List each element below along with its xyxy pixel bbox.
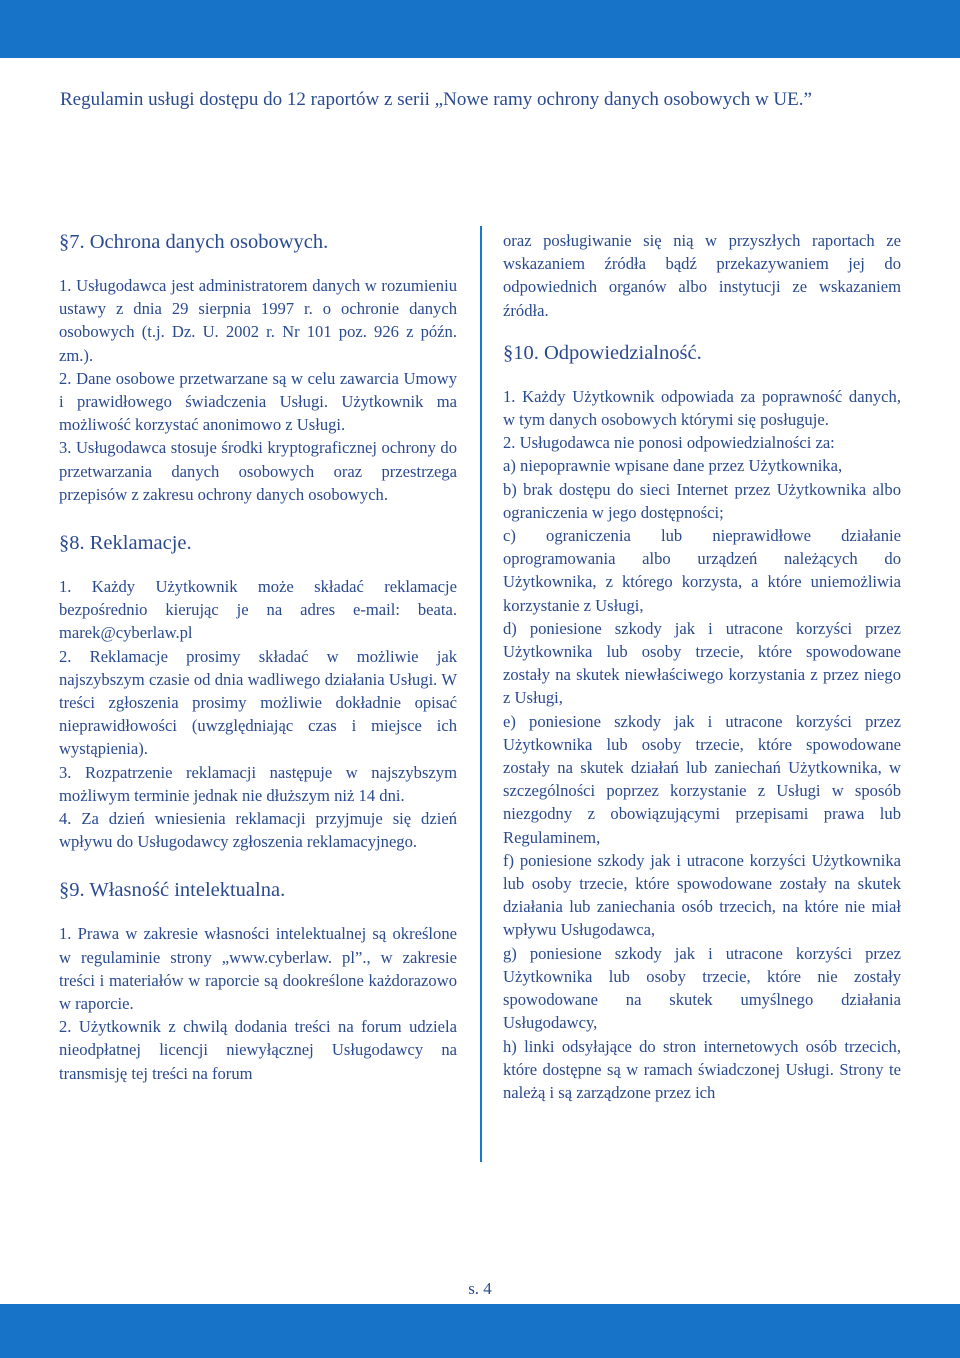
continuation-paragraph: oraz posługiwanie się nią w przyszłych raportach ze wskazaniem źródła bądź przekazywaniem jej do odpowiednich organów albo instytucji ze wskazaniem źródła. [503,231,901,320]
section-9-paragraph-1: 1. Prawa w zakresie własności intelektualnej są określone w regulaminie strony „www.cyberlaw. pl”., w zakresie treści i materiałów w raporcie są dookreślone każdorazowo w raporcie. [59,924,457,1014]
section-7-heading: §7. Ochrona danych osobowych. [59,231,329,253]
section-10-heading: §10. Odpowiedzialność. [503,341,702,364]
section-10-item-d: d) poniesione szkody jak i utracone korzyści przez Użytkownika lub osoby trzecie, które spowodowane zostały na skutek niewłaściwego korzystania z przez niego z Usługi, [503,618,901,708]
section-8-paragraph-3: 3. Rozpatrzenie reklamacji następuje w najszybszym możliwym terminie jednak nie dłuższym niż 14 dni. [59,762,457,805]
section-8-heading: §8. Reklamacje. [59,532,192,555]
section-10-item-a: a) niepoprawnie wpisane dane przez Użytkownika, [503,456,843,476]
section-10-item-f: f) poniesione szkody jak i utracone korzyści Użytkownika lub osoby trzecie, które spowodowane zostały na skutek działania lub zaniechania osób trzecich, na które nie miał wpływu Usługodawca, [503,850,901,940]
section-9-paragraph-2: 2. Użytkownik z chwilą dodania treści na forum udziela nieodpłatnej licencji niewyłącznej Usługodawcy na transmisję tej treści na forum [59,1017,457,1083]
section-10-item-h: h) linki odsyłające do stron internetowych osób trzecich, które dostępne są w ramach świadczonej Usługi. Strony te należą i są zarządzone przez ich [503,1036,901,1102]
section-10-paragraph-2: 2. Usługodawca nie ponosi odpowiedzialności za: [503,433,835,453]
section-10-item-g: g) poniesione szkody jak i utracone korzyści przez Użytkownika lub osoby trzecie, które nie zostały spowodowane na skutek umyślnego działania Usługodawcy, [503,943,901,1033]
section-10-item-b: b) brak dostępu do sieci Internet przez Użytkownika albo ograniczenia w jego dostępności; [503,479,901,522]
section-8-paragraph-1: 1. Każdy Użytkownik może składać reklamacje bezpośrednio kierując je na adres e-mail: beata. marek@cyberlaw.pl [59,577,457,643]
right-column [503,229,901,1104]
section-10-item-e: e) poniesione szkody jak i utracone korzyści przez Użytkownika lub osoby trzecie, które spowodowane zostały na skutek działań lub zaniechań Użytkownika, w szczególności poprzez korzystanie z Usługi w sposób niezgodny z obowiązującymi przepisami prawa lub Regulaminem, [503,711,901,847]
bottom-banner [0,1304,960,1358]
section-7-paragraph-2: 2. Dane osobowe przetwarzane są w celu zawarcia Umowy i prawidłowego świadczenia Usługi. Użytkownik ma możliwość korzystać anonimowo z Usługi. [59,368,457,435]
page-number: s. 4 [468,1279,492,1298]
section-8-paragraph-2: 2. Reklamacje prosimy składać w możliwie jak najszybszym czasie od dnia wadliwego działania Usługi. W treści zgłoszenia prosimy możliwie dokładnie opisać nieprawidłowości (uwzględniając czas i miejsce ich wystąpienia). [59,646,457,759]
section-10-paragraph-1: 1. Każdy Użytkownik odpowiada za poprawność danych, w tym danych osobowych którymi się posługuje. [503,386,901,430]
left-column [59,229,457,1085]
section-9-heading: §9. Własność intelektualna. [59,879,286,902]
section-7-paragraph-3: 3. Usługodawca stosuje środki kryptograficznej ochrony do przetwarzania danych osobowych oraz przestrzega przepisów z zakresu ochrony danych osobowych. [59,438,457,504]
document-header: Regulamin usługi dostępu do 12 raportów z serii „Nowe ramy ochrony danych osobowych w UE.” [60,89,812,110]
section-7-paragraph-1: 1. Usługodawca jest administratorem danych w rozumieniu ustawy z dnia 29 sierpnia 1997 r. o ochronie danych osobowych (t.j. Dz. U. 2002 r. Nr 101 poz. 926 z późn. zm.). [59,276,457,365]
top-banner [0,0,960,58]
column-divider [480,226,482,1162]
section-10-item-c: c) ograniczenia lub nieprawidłowe działanie oprogramowania albo urządzeń należących do Użytkownika, z którego korzysta, a które uniemożliwia korzystanie z Usługi, [503,526,901,615]
section-8-paragraph-4: 4. Za dzień wniesienia reklamacji przyjmuje się dzień wpływu do Usługodawcy zgłoszenia reklamacyjnego. [59,809,457,852]
